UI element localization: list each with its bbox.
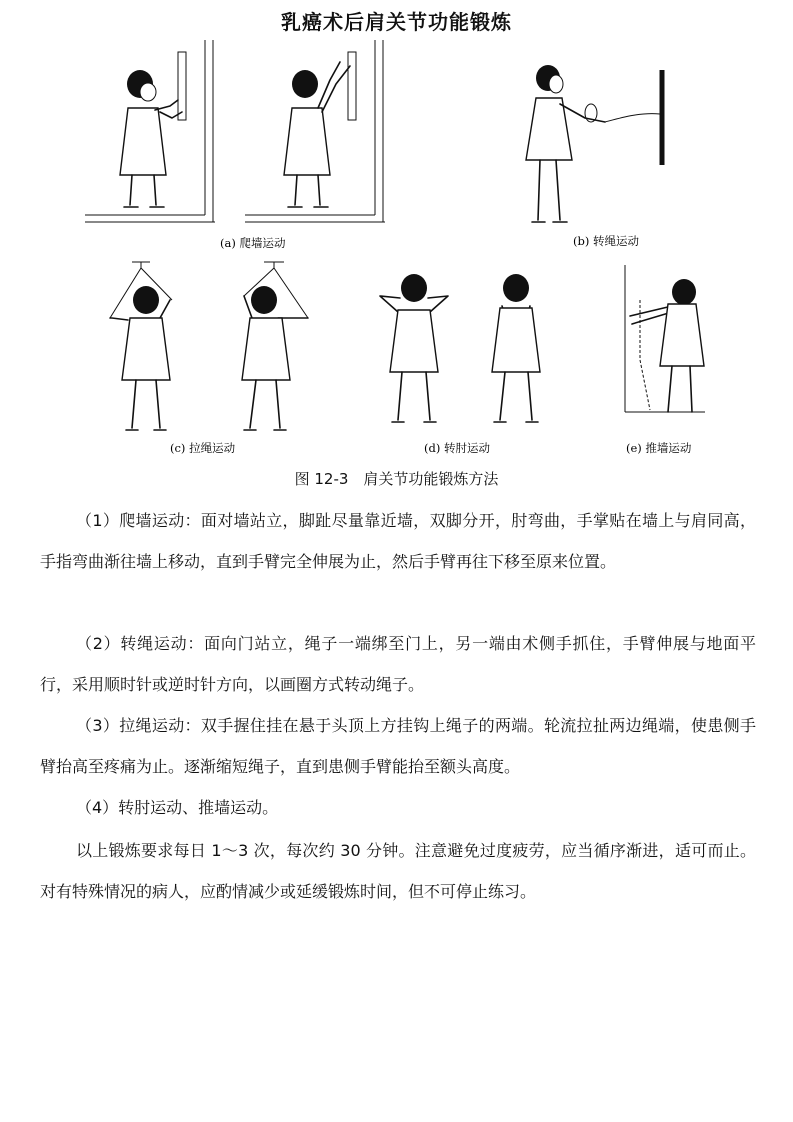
- paragraph-1: （1）爬墙运动：面对墙站立，脚趾尽量靠近墙，双脚分开，肘弯曲，手掌贴在墙上与肩同高，手指弯曲渐往墙上移动，直到手臂完全伸展为止，然后手臂再往下移至原来位置。: [40, 511, 756, 571]
- caption-d: (d) 转肘运动: [424, 441, 490, 455]
- exercise-illustration: [0, 0, 793, 470]
- caption-c: (c) 拉绳运动: [170, 441, 236, 455]
- page-title: 乳癌术后肩关节功能锻炼: [281, 10, 512, 34]
- panel-c-drawing: [110, 262, 308, 430]
- paragraph-5: 以上锻炼要求每日 1～3 次，每次约 30 分钟。注意避免过度疲劳，应当循序渐进，适可而止。对有特殊情况的病人，应酌情减少或延缓锻炼时间，但不可停止练习。: [40, 841, 756, 901]
- paragraph-2: （2）转绳运动：面向门站立，绳子一端绑至门上，另一端由术侧手抓住，手臂伸展与地面平行，采用顺时针或逆时针方向，以画圈方式转动绳子。: [40, 634, 756, 694]
- paragraph-4: （4）转肘运动、推墙运动。: [76, 798, 279, 817]
- panel-b-drawing: [526, 65, 662, 222]
- caption-e: (e) 推墙运动: [626, 441, 692, 455]
- panel-d-drawing: [380, 274, 540, 422]
- caption-a: (a) 爬墙运动: [220, 236, 286, 250]
- figure-caption: 图 12-3 肩关节功能锻炼方法: [294, 470, 499, 488]
- panel-e-drawing: [625, 265, 705, 412]
- caption-b: (b) 转绳运动: [573, 234, 639, 248]
- panel-a-drawing: [85, 40, 385, 222]
- paragraph-3: （3）拉绳运动：双手握住挂在悬于头顶上方挂钩上绳子的两端。轮流拉扯两边绳端，使患侧手臂抬高至疼痛为止。逐渐缩短绳子，直到患侧手臂能抬至额头高度。: [40, 716, 756, 776]
